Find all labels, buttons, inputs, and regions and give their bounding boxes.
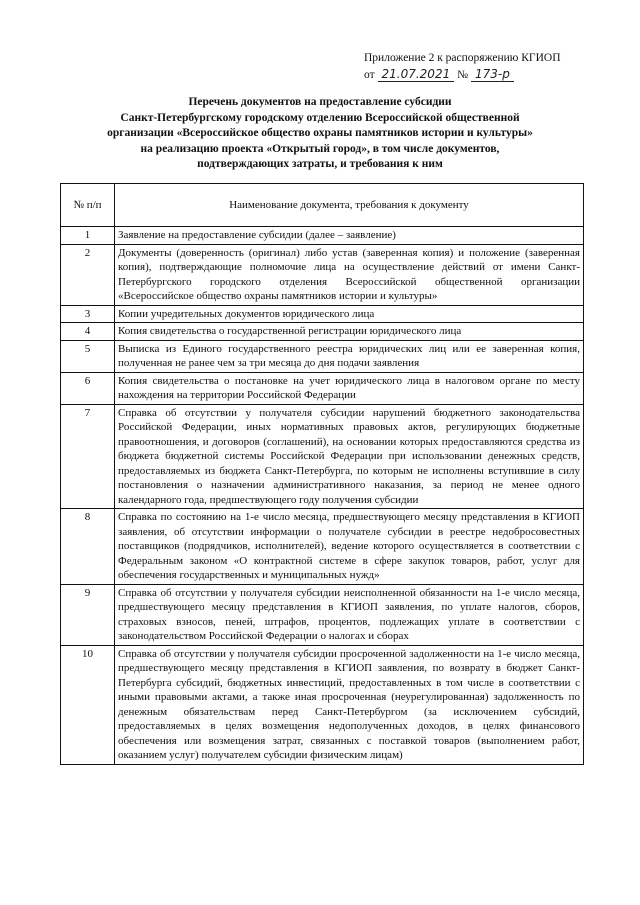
row-text: Справка об отсутствии у получателя субсидии неисполненной обязанности на 1-е число месяца, предшествующего месяцу представления в КГИОП заявления, по уплате налогов, сборов, страховых взносов, пеней, штрафов, процентов, подлежащих уплате в соответствии с законодательством Российской Федерации о налогах и сборах	[115, 584, 584, 645]
row-number: 2	[61, 244, 115, 305]
row-number: 5	[61, 340, 115, 372]
row-number: 1	[61, 227, 115, 245]
row-number: 3	[61, 305, 115, 323]
row-text: Копии учредительных документов юридического лица	[115, 305, 584, 323]
row-text: Копия свидетельства о постановке на учет юридического лица в налоговом органе по месту нахождения на территории Российской Федерации	[115, 372, 584, 404]
row-number: 8	[61, 509, 115, 585]
header-number: № п/п	[61, 184, 115, 227]
row-text: Выписка из Единого государственного реестра юридических лиц или ее заверенная копия, полученная не ранее чем за три месяца до дня подачи заявления	[115, 340, 584, 372]
table-row	[61, 645, 584, 764]
row-text: Документы (доверенность (оригинал) либо устав (заверенная копия) и положение (заверенная копия), подтверждающие полномочие лица на осуществление действий от имени Санкт-Петербургского городского отделения Всероссийской общественной организации «Всероссийское общество охраны памятников истории и культуры»	[115, 244, 584, 305]
handwritten-number: 173-р	[471, 67, 514, 82]
table-row	[61, 340, 584, 372]
row-number: 4	[61, 323, 115, 341]
handwritten-date: 21.07.2021	[378, 67, 455, 82]
row-number: 7	[61, 404, 115, 509]
title-line: подтверждающих затраты, и требования к ним	[197, 158, 443, 170]
table-row	[61, 244, 584, 305]
appendix-header	[364, 50, 604, 84]
row-text: Копия свидетельства о государственной регистрации юридического лица	[115, 323, 584, 341]
table-header-row	[61, 184, 584, 227]
header-document-name: Наименование документа, требования к документу	[115, 184, 584, 227]
number-label: №	[457, 69, 469, 81]
table-row	[61, 509, 584, 585]
row-text: Заявление на предоставление субсидии (далее – заявление)	[115, 227, 584, 245]
documents-table	[60, 183, 584, 765]
table-row	[61, 323, 584, 341]
document-title	[70, 95, 570, 173]
row-text: Справка об отсутствии у получателя субсидии нарушений бюджетного законодательства Российской Федерации, иных нормативных правовых актов, регулирующих бюджетные правоотношения, и договоров (соглашений), на основании которых предоставляются средства из бюджета бюджетной системы Российской Федерации при использовании денежных средств, предоставляемых из бюджета Санкт-Петербурга, по которым не исполнены вступившие в силу постановления о назначении административного наказания, за период не менее одного календарного года, предшествующего году получения субсидии	[115, 404, 584, 509]
title-line: Перечень документов на предоставление субсидии	[188, 96, 452, 108]
table-row	[61, 227, 584, 245]
row-number: 6	[61, 372, 115, 404]
title-line: организации «Всероссийское общество охраны памятников истории и культуры»	[107, 127, 533, 139]
table-row	[61, 305, 584, 323]
row-number: 9	[61, 584, 115, 645]
table-row	[61, 584, 584, 645]
appendix-line: Приложение 2 к распоряжению КГИОП	[364, 52, 561, 64]
row-number: 10	[61, 645, 115, 764]
row-text: Справка об отсутствии у получателя субсидии просроченной задолженности на 1-е число месяца, предшествующего месяцу представления в КГИОП заявления, по возврату в бюджет Санкт-Петербурга субсидий, бюджетных инвестиций, предоставленных в том числе в соответствии с иными правовыми актами, а также иная просроченная (неурегулированная) задолженность по денежным обязательствам перед Санкт-Петербургом (за исключением субсидий, предоставляемых в целях возмещения недополученных доходов, в целях финансового обеспечения или возмещения затрат, связанных с поставкой товаров (выполнением работ, оказанием услуг) получателем субсидии физическим лицам)	[115, 645, 584, 764]
from-label: от	[364, 69, 375, 81]
appendix-date-line	[364, 67, 604, 84]
table-row	[61, 404, 584, 509]
title-line: на реализацию проекта «Открытый город», в том числе документов,	[140, 142, 500, 155]
table-row	[61, 372, 584, 404]
row-text: Справка по состоянию на 1-е число месяца, предшествующего месяцу представления в КГИОП заявления, об отсутствии информации о получателе субсидии в реестре недобросовестных поставщиков (подрядчиков, исполнителей), ведение которого осуществляется в соответствии с Федеральным законом «О контрактной системе в сфере закупок товаров, работ, услуг для обеспечения государственных и муниципальных нужд»	[115, 509, 584, 585]
title-line: Санкт-Петербургскому городскому отделению Всероссийской общественной	[120, 111, 520, 124]
